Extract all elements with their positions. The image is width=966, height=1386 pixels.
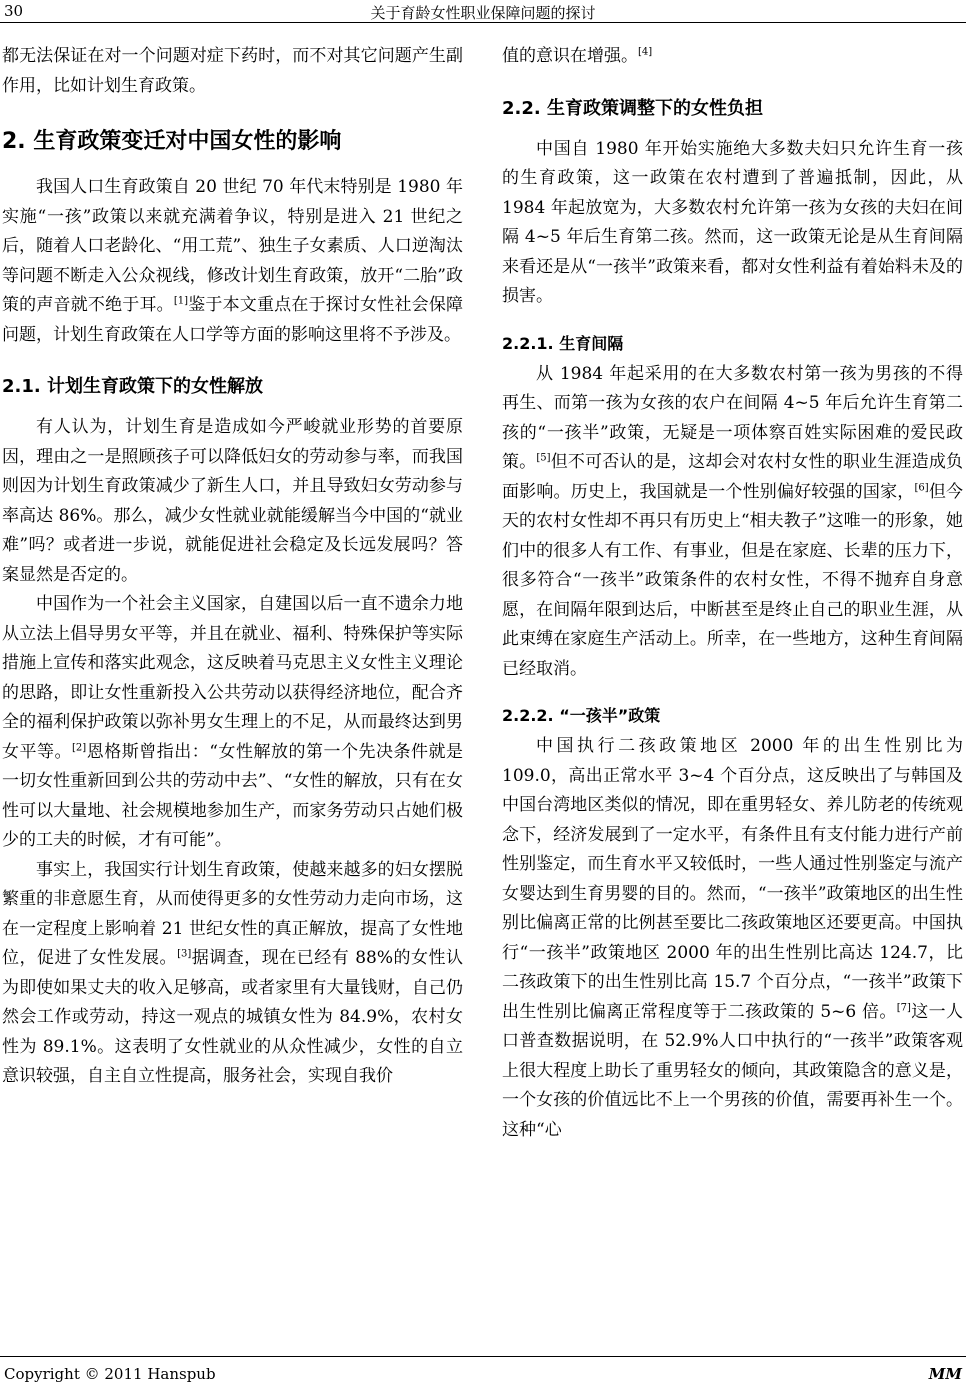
subsubsection-heading: 2.2.1. 生育间隔 xyxy=(502,333,624,353)
running-title: 关于育龄女性职业保障问题的探讨 xyxy=(370,4,596,22)
page-footer xyxy=(0,1356,966,1386)
citation: [7] xyxy=(896,1001,911,1013)
subsection-heading: 2.2. 生育政策调整下的女性负担 xyxy=(502,97,763,119)
citation: [1] xyxy=(173,295,189,307)
citation: [2] xyxy=(72,741,87,753)
paragraph: 中国自 1980 年开始实施绝大多数夫妇只允许生育一孩的生育政策，这一政策在农村遭到了普遍抵制，因此，从 1984 年起放宽为，大多数农村允许第一孩为女孩的夫妇在间隔 4~5 年后生育第二孩。然而，这一政策无论是从生育间隔来看还是从“一孩半”政策来看，都对女性利益有着始料未及的损害。 xyxy=(502,138,963,306)
header-rule xyxy=(0,22,966,23)
journal-abbrev: MM xyxy=(928,1365,962,1383)
footer-rule xyxy=(0,1356,966,1357)
paragraph: 事实上，我国实行计划生育政策，使越来越多的妇女摆脱繁重的非意愿生育，从而使得更多的女性劳动力走向市场，这在一定程度上影响着 21 世纪女性的真正解放，提高了女性地位，促进了女性发展。[3]据调查，现在已经有 88%的女性认为即使如果丈夫的收入足够高，或者家里有大量钱财，自己仍然会工作或劳动，持这一观点的城镇女性为 84.9%，农村女性为 89.1%。这表明了女性就业的从众性减少，女性的自立意识较强，自主自立性提高，服务社会，实现自我价 xyxy=(2,859,463,1086)
paragraph: 中国执行二孩政策地区 2000 年的出生性别比为 109.0，高出正常水平 3~4 个百分点，这反映出了与韩国及中国台湾地区类似的情况，即在重男轻女、养儿防老的传统观念下，经济发展到了一定水平，有条件且有支付能力进行产前性别鉴定，而生育水平又较低时，一些人通过性别鉴定与流产女婴达到生育男婴的目的。然而，“一孩半”政策地区的出生性别比偏离正常的比例甚至要比二孩政策地区还要更高。中国执行“一孩半”政策地区 2000 年的出生性别比高达 124.7，比二孩政策下的出生性别比高 15.7 个百分点，“一孩半”政策下出生性别比偏离正常程度等于二孩政策的 5~6 倍。[7]这一人口普查数据说明，在 52.9%人口中执行的“一孩半”政策客观上很大程度上助长了重男轻女的倾向，其政策隐含的意义是，一个女孩的价值远比不上一个男孩的价值，需要再补生一个。这种“心 xyxy=(502,736,964,1140)
subsection-heading: 2.1. 计划生育政策下的女性解放 xyxy=(2,376,263,397)
citation: [6] xyxy=(914,481,929,493)
left-column xyxy=(2,42,463,1092)
citation: [5] xyxy=(536,452,551,464)
page-number: 30 xyxy=(4,2,24,20)
copyright: Copyright © 2011 Hanspub xyxy=(4,1365,216,1383)
right-column xyxy=(502,42,963,1145)
page-header xyxy=(0,0,966,24)
citation: [4] xyxy=(638,46,653,58)
section-heading: 2. 生育政策变迁对中国女性的影响 xyxy=(2,129,342,154)
subsubsection-heading: 2.2.2. “一孩半”政策 xyxy=(502,706,661,725)
paragraph: 从 1984 年起采用的在大多数农村第一孩为男孩的不得再生、而第一孩为女孩的农户在间隔 4~5 年后允许生育第二孩的“一孩半”政策，无疑是一项体察百姓实际困难的爱民政策。[5]但不可否认的是，这却会对农村女性的职业生涯造成负面影响。历史上，我国就是一个性别偏好较强的国家，[6]但今天的农村女性却不再只有历史上“相夫教子”这唯一的形象，她们中的很多人有工作、有事业，但是在家庭、长辈的压力下，很多符合“一孩半”政策条件的农村女性，不得不抛弃自身意愿，在间隔年限到达后，中断甚至是终止自己的职业生涯，从此束缚在家庭生产活动上。所幸，在一些地方，这种生育间隔已经取消。 xyxy=(502,363,964,679)
paragraph: 值的意识在增强。[4] xyxy=(502,46,653,66)
paragraph: 我国人口生育政策自 20 世纪 70 年代末特别是 1980 年实施“一孩”政策以来就充满着争议，特别是进入 21 世纪之后，随着人口老龄化、“用工荒”、独生子女素质、人口逆淘汰等问题不断走入公众视线，修改计划生育政策，放开“二胎”政策的声音就不绝于耳。[1]鉴于本文重点在于探讨女性社会保障问题，计划生育政策在人口学等方面的影响这里将不予涉及。 xyxy=(2,177,464,345)
paragraph: 中国作为一个社会主义国家，自建国以后一直不遗余力地从立法上倡导男女平等，并且在就业、福利、特殊保护等实际措施上宣传和落实此观念，这反映着马克思主义女性主义理论的思路，即让女性重新投入公共劳动以获得经济地位，配合齐全的福利保护政策以弥补男女生理上的不足，从而最终达到男女平等。[2]恩格斯曾指出：“女性解放的第一个先决条件就是一切女性重新回到公共的劳动中去”、“女性的解放，只有在女性可以大量地、社会规模地参加生产，而家务劳动只占她们极少的工夫的时候，才有可能”。 xyxy=(2,594,463,850)
paragraph: 有人认为，计划生育是造成如今严峻就业形势的首要原因，理由之一是照顾孩子可以降低妇女的劳动参与率，而我国则因为计划生育政策减少了新生人口，并且导致妇女劳动参与率高达 86%。那么，减少女性就业就能缓解当今中国的“就业难”吗？或者进一步说，就能促进社会稳定及长远发展吗？答案显然是否定的。 xyxy=(2,417,463,585)
paragraph: 都无法保证在对一个问题对症下药时，而不对其它问题产生副作用，比如计划生育政策。 xyxy=(2,46,463,96)
citation: [3] xyxy=(177,948,192,960)
